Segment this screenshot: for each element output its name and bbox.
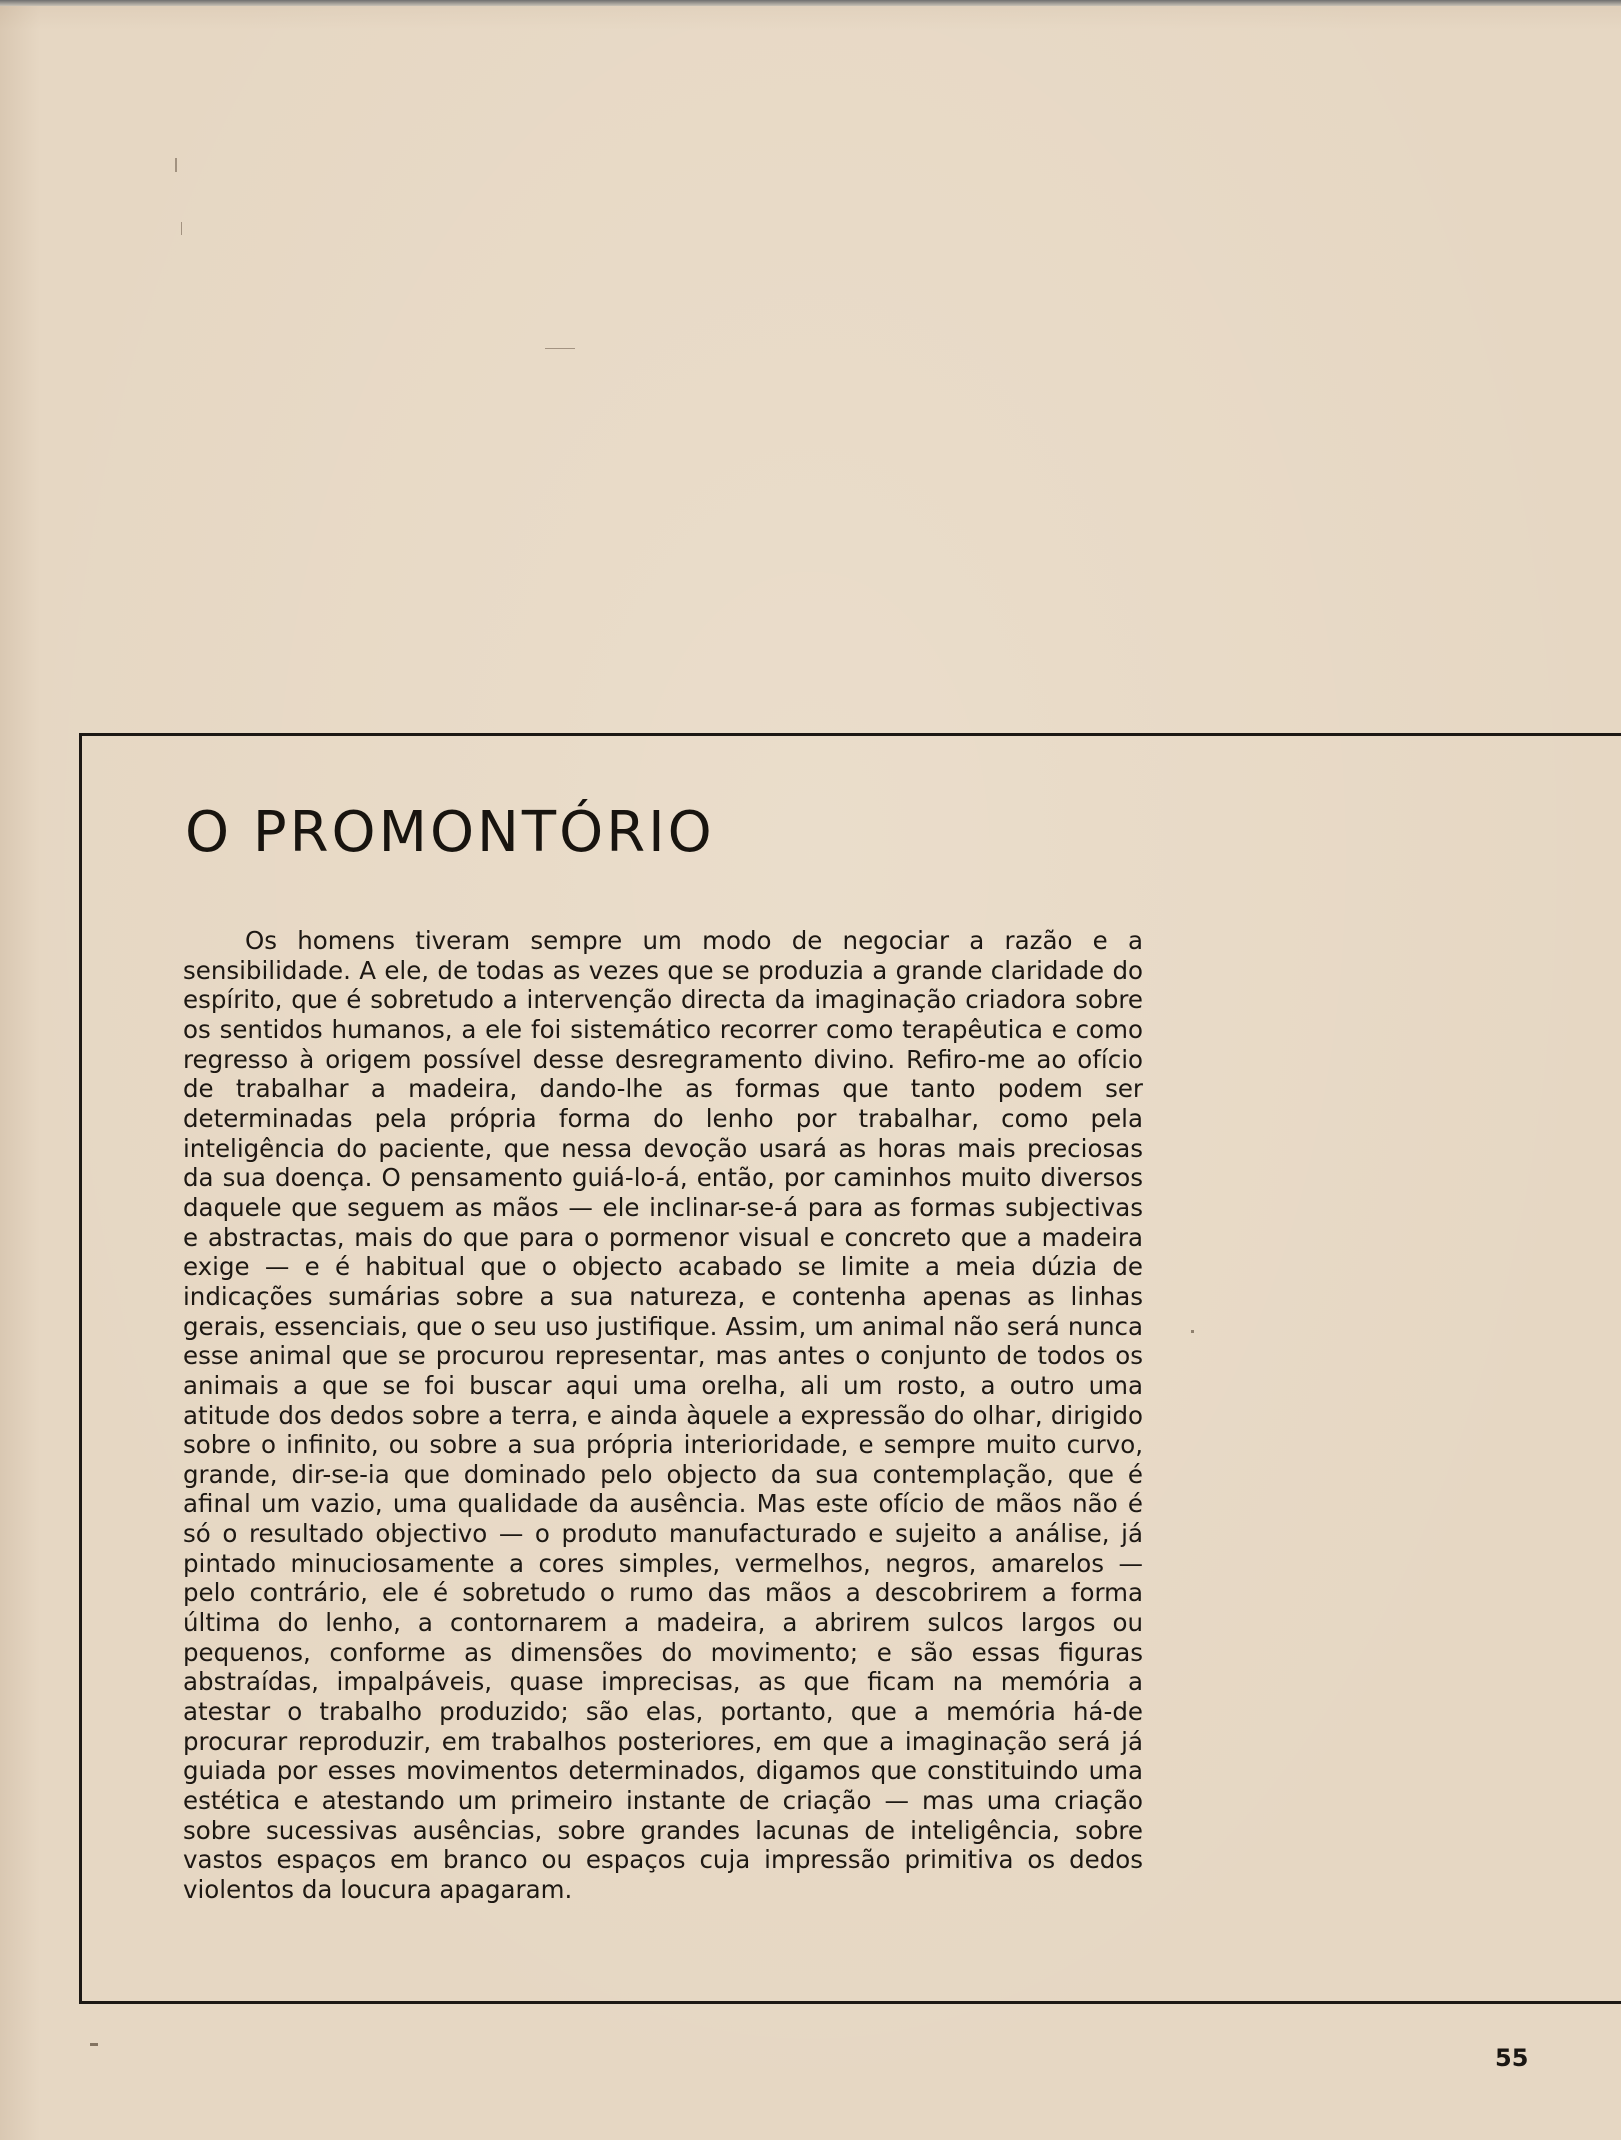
page-top-edge — [0, 0, 1621, 6]
paper-speck — [545, 348, 575, 349]
paper-speck — [181, 222, 182, 235]
page-number: 55 — [1495, 2044, 1529, 2072]
article-title: O PROMONTÓRIO — [185, 800, 715, 865]
article-body: Os homens tiveram sempre um modo de negociar a razão e a sensibilidade. A ele, de todas as vezes que se produzia a grande claridade do espírito, que é sobretudo a intervenção directa da imaginação criadora sobre os sentidos humanos, a ele foi sistemático recorrer como terapêutica e como regresso à origem possível desse desregramento divino. Refiro-me ao ofício de trabalhar a madeira, dando-lhe as formas que tanto podem ser determinadas pela própria forma do lenho por trabalhar, como pela inteligência do paciente, que nessa devoção usará as horas mais preciosas da sua doença. O pensamento guiá-lo-á, então, por caminhos muito diversos daquele que seguem as mãos — ele inclinar-se-á para as formas subjectivas e abstractas, mais do que para o pormenor visual e concreto que a madeira exige — e é habitual que o objecto acabado se limite a meia dúzia de indicações sumárias sobre a sua natureza, e contenha apenas as linhas gerais, essenciais, que o seu uso justifique. Assim, um animal não será nunca esse animal que se procurou representar, mas antes o conjunto de todos os animais a que se foi buscar aqui uma orelha, ali um rosto, a outro uma atitude dos dedos sobre a terra, e ainda àquele a expressão do olhar, dirigido sobre o infinito, ou sobre a sua própria interioridade, e sempre muito curvo, grande, dir-se-ia que dominado pelo objecto da sua contemplação, que é afinal um vazio, uma qualidade da ausência. Mas este ofício de mãos não é só o resultado objectivo — o produto manufacturado e sujeito a análise, já pintado minuciosamente a cores simples, vermelhos, negros, amarelos — pelo contrário, ele é sobretudo o rumo das mãos a descobrirem a forma última do lenho, a contornarem a madeira, a abrirem sulcos largos ou pequenos, conforme as dimensões do movimento; e são essas figuras abstraídas, impalpáveis, quase imprecisas, as que ficam na memória a atestar o trabalho produzido; são elas, portanto, que a memória há-de procurar reproduzir, em trabalhos posteriores, em que a imaginação será já guiada por esses movimentos determinados, digamos que constituindo uma estética e atestando um primeiro instante de criação — mas uma criação sobre sucessivas ausências, sobre grandes lacunas de inteligência, sobre vastos espaços em branco ou espaços cuja impressão primitiva os dedos violentos da loucura apagaram. — [183, 926, 1143, 1904]
paper-speck — [90, 2043, 98, 2046]
paper-speck — [175, 158, 177, 172]
